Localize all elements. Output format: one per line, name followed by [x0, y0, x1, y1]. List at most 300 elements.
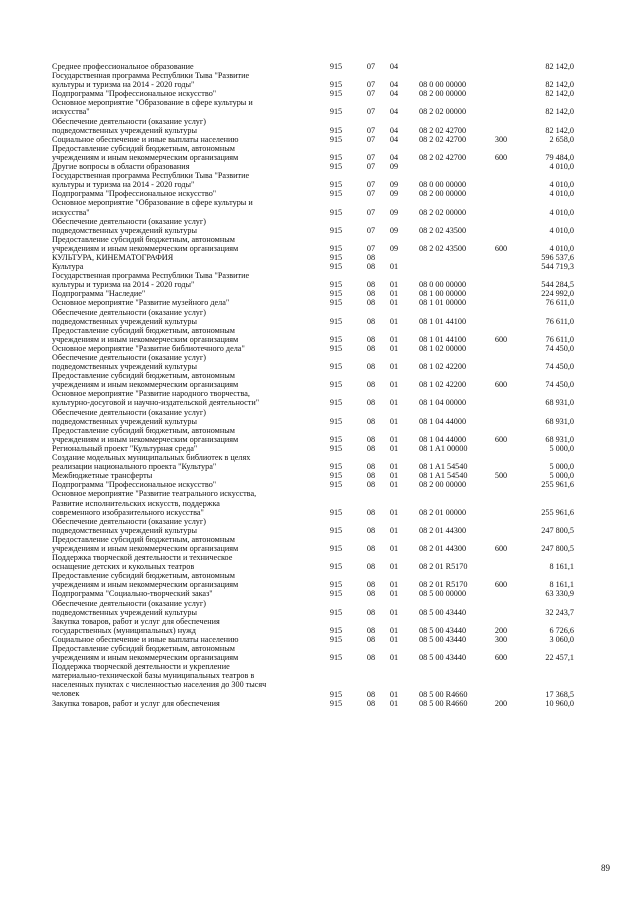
expense-type-code: 600 [494, 334, 508, 344]
description-line: Обеспечение деятельности (оказание услуг) [52, 516, 206, 526]
description-line: подведомственных учреждений культуры [52, 316, 197, 326]
target-article-code: 08 2 02 43500 [419, 243, 467, 253]
table-row [0, 271, 640, 289]
subsection-code: 01 [389, 634, 399, 644]
target-article-code: 08 2 01 44300 [419, 525, 467, 535]
table-row [0, 699, 640, 708]
target-article-code: 08 1 00 00000 [419, 289, 467, 299]
subsection-code: 01 [389, 525, 399, 535]
target-article-code: 08 2 01 R5170 [419, 580, 468, 590]
section-code: 08 [366, 634, 376, 644]
amount: 6 726,6 [549, 625, 574, 635]
amount: 224 992,0 [541, 289, 574, 299]
target-article-code: 08 0 00 00000 [419, 280, 467, 290]
grbs-code: 915 [329, 362, 343, 372]
amount: 10 960,0 [545, 698, 574, 708]
table-row [0, 144, 640, 162]
description-line: Межбюджетные трансферты [52, 471, 153, 481]
row-description [52, 389, 324, 407]
subsection-code: 01 [389, 298, 399, 308]
table-row [0, 517, 640, 535]
row-description [52, 617, 324, 635]
grbs-code: 915 [329, 62, 343, 71]
grbs-code: 915 [329, 125, 343, 135]
description-line: Предоставление субсидий бюджетным, автономным [52, 644, 235, 654]
grbs-code: 915 [329, 280, 343, 290]
description-line: Основное мероприятие "Развитие театрального искусства, [52, 489, 257, 499]
section-code: 08 [366, 298, 376, 308]
section-code: 08 [366, 380, 376, 390]
description-line: Обеспечение деятельности (оказание услуг) [52, 307, 206, 317]
amount: 68 931,0 [545, 416, 574, 426]
table-row [0, 135, 640, 144]
description-line: Основное мероприятие "Развитие библиотечного дела" [52, 343, 245, 353]
table-row [0, 389, 640, 407]
row-description [52, 262, 324, 271]
table-row [0, 71, 640, 89]
target-article-code: 08 1 04 44000 [419, 416, 467, 426]
description-line: Подпрограмма "Профессиональное искусство" [52, 189, 217, 199]
target-article-code: 08 5 00 43440 [419, 634, 467, 644]
section-code: 07 [366, 107, 376, 117]
target-article-code: 08 2 02 43500 [419, 225, 467, 235]
section-code: 08 [366, 280, 376, 290]
expense-type-code: 200 [494, 698, 508, 708]
section-code: 08 [366, 471, 376, 481]
description-line: учреждениям и иным некоммерческим организациям [52, 580, 239, 590]
row-description [52, 89, 324, 98]
row-description [52, 644, 324, 662]
row-description [52, 326, 324, 344]
amount: 596 537,6 [541, 252, 574, 262]
expense-type-code: 600 [494, 380, 508, 390]
row-description [52, 235, 324, 253]
amount: 63 330,9 [545, 589, 574, 599]
table-row [0, 62, 640, 71]
row-description [52, 271, 324, 289]
row-description [52, 198, 324, 216]
amount: 82 142,0 [545, 125, 574, 135]
amount: 22 457,1 [545, 653, 574, 663]
subsection-code: 04 [389, 62, 399, 71]
target-article-code: 08 2 00 00000 [419, 189, 467, 199]
amount: 5 000,0 [549, 443, 574, 453]
target-article-code: 08 1 01 00000 [419, 298, 467, 308]
description-line: культурно-досуговой и научно-издательской деятельности" [52, 398, 260, 408]
amount: 4 010,0 [549, 243, 574, 253]
section-code: 08 [366, 525, 376, 535]
description-line: подведомственных учреждений культуры [52, 416, 197, 426]
amount: 544 284,5 [541, 280, 574, 290]
subsection-code: 09 [389, 189, 399, 199]
section-code: 08 [366, 334, 376, 344]
row-description [52, 571, 324, 589]
amount: 4 010,0 [549, 225, 574, 235]
table-row [0, 253, 640, 262]
description-line: Основное мероприятие "Развитие музейного дела" [52, 298, 230, 308]
amount: 76 611,0 [545, 316, 574, 326]
row-description [52, 135, 324, 144]
table-row [0, 217, 640, 235]
row-description [52, 171, 324, 189]
amount: 82 142,0 [545, 62, 574, 71]
grbs-code: 915 [329, 162, 343, 172]
row-description [52, 98, 324, 116]
grbs-code: 915 [329, 416, 343, 426]
grbs-code: 915 [329, 689, 343, 699]
section-code: 07 [366, 125, 376, 135]
grbs-code: 915 [329, 180, 343, 190]
description-line: Обеспечение деятельности (оказание услуг) [52, 407, 206, 417]
section-code: 08 [366, 625, 376, 635]
amount: 82 142,0 [545, 89, 574, 99]
subsection-code: 09 [389, 180, 399, 190]
section-code: 07 [366, 152, 376, 162]
target-article-code: 08 2 02 00000 [419, 207, 467, 217]
row-description [52, 635, 324, 644]
target-article-code: 08 1 01 44100 [419, 334, 467, 344]
description-line: учреждениям и иным некоммерческим организациям [52, 434, 239, 444]
description-line: подведомственных учреждений культуры [52, 362, 197, 372]
target-article-code: 08 5 00 00000 [419, 589, 467, 599]
table-row [0, 662, 640, 698]
description-line: Государственная программа Республики Тыва "Развитие [52, 271, 250, 281]
section-code: 08 [366, 416, 376, 426]
grbs-code: 915 [329, 543, 343, 553]
description-line: учреждениям и иным некоммерческим организациям [52, 653, 239, 663]
description-line: подведомственных учреждений культуры [52, 525, 197, 535]
table-row [0, 489, 640, 516]
description-line: Предоставление субсидий бюджетным, автономным [52, 371, 235, 381]
subsection-code: 01 [389, 689, 399, 699]
target-article-code: 08 2 02 42700 [419, 125, 467, 135]
amount: 8 161,1 [549, 562, 574, 572]
subsection-code: 09 [389, 225, 399, 235]
amount: 82 142,0 [545, 107, 574, 117]
subsection-code: 01 [389, 607, 399, 617]
section-code: 08 [366, 480, 376, 490]
description-line: учреждениям и иным некоммерческим организациям [52, 380, 239, 390]
description-line: учреждениям и иным некоммерческим организациям [52, 334, 239, 344]
section-code: 08 [366, 252, 376, 262]
row-description [52, 489, 324, 516]
table-row [0, 162, 640, 171]
subsection-code: 01 [389, 543, 399, 553]
budget-table [0, 62, 640, 708]
description-line: оснащение детских и кукольных театров [52, 562, 195, 572]
section-code: 07 [366, 89, 376, 99]
section-code: 08 [366, 562, 376, 572]
subsection-code: 09 [389, 243, 399, 253]
row-description [52, 589, 324, 598]
section-code: 07 [366, 62, 376, 71]
description-line: Предоставление субсидий бюджетным, автономным [52, 425, 235, 435]
subsection-code: 04 [389, 107, 399, 117]
grbs-code: 915 [329, 398, 343, 408]
section-code: 08 [366, 462, 376, 472]
description-line: Подпрограмма "Социально-творческий заказ" [52, 589, 213, 599]
subsection-code: 01 [389, 625, 399, 635]
table-row [0, 371, 640, 389]
grbs-code: 915 [329, 189, 343, 199]
row-description [52, 480, 324, 489]
amount: 68 931,0 [545, 434, 574, 444]
description-line: Государственная программа Республики Тыва "Развитие [52, 171, 250, 181]
subsection-code: 01 [389, 580, 399, 590]
amount: 8 161,1 [549, 580, 574, 590]
description-line: подведомственных учреждений культуры [52, 125, 197, 135]
amount: 74 450,0 [545, 362, 574, 372]
page-number: 89 [601, 863, 610, 873]
amount: 3 060,0 [549, 634, 574, 644]
amount: 544 719,3 [541, 262, 574, 272]
description-line: учреждениям и иным некоммерческим организациям [52, 152, 239, 162]
description-line: реализации национального проекта "Культура" [52, 462, 217, 472]
description-line: Региональный проект "Культурная среда" [52, 443, 198, 453]
table-row [0, 453, 640, 471]
target-article-code: 08 5 00 43440 [419, 653, 467, 663]
row-description [52, 662, 324, 698]
table-row [0, 262, 640, 271]
table-row [0, 344, 640, 353]
description-line: искусства" [52, 207, 90, 217]
description-line: Среднее профессиональное образование [52, 62, 194, 71]
section-code: 07 [366, 180, 376, 190]
table-row [0, 553, 640, 571]
expense-type-code: 300 [494, 634, 508, 644]
table-row [0, 644, 640, 662]
target-article-code: 08 1 01 44100 [419, 316, 467, 326]
subsection-code: 01 [389, 698, 399, 708]
amount: 82 142,0 [545, 80, 574, 90]
subsection-code: 04 [389, 152, 399, 162]
table-row [0, 298, 640, 307]
grbs-code: 915 [329, 434, 343, 444]
section-code: 08 [366, 607, 376, 617]
table-row [0, 599, 640, 617]
table-row [0, 98, 640, 116]
target-article-code: 08 1 02 00000 [419, 343, 467, 353]
amount: 68 931,0 [545, 398, 574, 408]
subsection-code: 01 [389, 507, 399, 517]
grbs-code: 915 [329, 252, 343, 262]
row-description [52, 344, 324, 353]
section-code: 08 [366, 689, 376, 699]
expense-type-code: 600 [494, 152, 508, 162]
section-code: 07 [366, 80, 376, 90]
target-article-code: 08 1 A1 54540 [419, 462, 468, 472]
description-line: Создание модельных муниципальных библиотек в целях [52, 453, 251, 463]
description-line: Обеспечение деятельности (оказание услуг) [52, 353, 206, 362]
table-row [0, 326, 640, 344]
table-row [0, 408, 640, 426]
target-article-code: 08 2 02 00000 [419, 107, 467, 117]
table-row [0, 471, 640, 480]
amount: 255 961,6 [541, 507, 574, 517]
target-article-code: 08 2 02 42700 [419, 134, 467, 144]
amount: 74 450,0 [545, 343, 574, 353]
description-line: Подпрограмма "Профессиональное искусство" [52, 480, 217, 490]
description-line: Предоставление субсидий бюджетным, автономным [52, 325, 235, 335]
section-code: 07 [366, 225, 376, 235]
grbs-code: 915 [329, 698, 343, 708]
section-code: 08 [366, 362, 376, 372]
description-line: современного изобразительного искусства" [52, 507, 204, 517]
table-row [0, 289, 640, 298]
description-line: Культура [52, 262, 84, 272]
description-line: Социальное обеспечение и иные выплаты населению [52, 634, 239, 644]
grbs-code: 915 [329, 243, 343, 253]
grbs-code: 915 [329, 580, 343, 590]
target-article-code: 08 5 00 R4660 [419, 689, 468, 699]
description-line: культуры и туризма на 2014 - 2020 годы" [52, 280, 195, 290]
grbs-code: 915 [329, 262, 343, 272]
description-line: учреждениям и иным некоммерческим организациям [52, 543, 239, 553]
section-code: 08 [366, 262, 376, 272]
description-line: Предоставление субсидий бюджетным, автономным [52, 534, 235, 544]
target-article-code: 08 2 00 00000 [419, 480, 467, 490]
target-article-code: 08 1 02 42200 [419, 362, 467, 372]
target-article-code: 08 1 A1 54540 [419, 471, 468, 481]
grbs-code: 915 [329, 625, 343, 635]
row-description [52, 289, 324, 298]
section-code: 08 [366, 316, 376, 326]
row-description [52, 117, 324, 135]
amount: 79 484,0 [545, 152, 574, 162]
subsection-code: 01 [389, 316, 399, 326]
section-code: 08 [366, 343, 376, 353]
table-row [0, 198, 640, 216]
subsection-code: 01 [389, 434, 399, 444]
grbs-code: 915 [329, 316, 343, 326]
description-line: Поддержка творческой деятельности и укрепление [52, 662, 230, 672]
section-code: 07 [366, 162, 376, 172]
row-description [52, 308, 324, 326]
target-article-code: 08 5 00 43440 [419, 607, 467, 617]
subsection-code: 01 [389, 289, 399, 299]
grbs-code: 915 [329, 480, 343, 490]
table-row [0, 444, 640, 453]
table-row [0, 117, 640, 135]
subsection-code: 04 [389, 125, 399, 135]
table-row [0, 589, 640, 598]
table-row [0, 189, 640, 198]
grbs-code: 915 [329, 607, 343, 617]
subsection-code: 01 [389, 653, 399, 663]
target-article-code: 08 2 01 00000 [419, 507, 467, 517]
row-description [52, 471, 324, 480]
subsection-code: 04 [389, 89, 399, 99]
amount: 4 010,0 [549, 162, 574, 172]
description-line: Закупка товаров, работ и услуг для обеспечения [52, 616, 220, 626]
section-code: 07 [366, 243, 376, 253]
table-row [0, 171, 640, 189]
description-line: Социальное обеспечение и иные выплаты населению [52, 134, 239, 144]
expense-type-code: 600 [494, 543, 508, 553]
description-line: государственных (муниципальных) нужд [52, 625, 196, 635]
row-description [52, 444, 324, 453]
table-row [0, 571, 640, 589]
amount: 32 243,7 [545, 607, 574, 617]
expense-type-code: 500 [494, 471, 508, 481]
description-line: Основное мероприятие "Развитие народного творчества, [52, 389, 250, 399]
row-description [52, 408, 324, 426]
expense-type-code: 600 [494, 243, 508, 253]
subsection-code: 01 [389, 362, 399, 372]
subsection-code: 09 [389, 207, 399, 217]
description-line: Обеспечение деятельности (оказание услуг) [52, 598, 206, 608]
section-code: 08 [366, 507, 376, 517]
section-code: 08 [366, 434, 376, 444]
amount: 5 000,0 [549, 471, 574, 481]
description-line: культуры и туризма на 2014 - 2020 годы" [52, 180, 195, 190]
description-line: культуры и туризма на 2014 - 2020 годы" [52, 80, 195, 90]
subsection-code: 01 [389, 280, 399, 290]
subsection-code: 01 [389, 398, 399, 408]
description-line: Подпрограмма "Профессиональное искусство" [52, 89, 217, 99]
table-row [0, 308, 640, 326]
subsection-code: 01 [389, 380, 399, 390]
subsection-code: 01 [389, 462, 399, 472]
grbs-code: 915 [329, 507, 343, 517]
description-line: Предоставление субсидий бюджетным, автономным [52, 143, 235, 153]
row-description [52, 162, 324, 171]
description-line: человек [52, 689, 80, 699]
amount: 247 800,5 [541, 543, 574, 553]
table-row [0, 426, 640, 444]
subsection-code: 01 [389, 343, 399, 353]
description-line: Обеспечение деятельности (оказание услуг) [52, 216, 206, 226]
description-line: Предоставление субсидий бюджетным, автономным [52, 571, 235, 581]
subsection-code: 04 [389, 80, 399, 90]
amount: 17 368,5 [545, 689, 574, 699]
description-line: материально-технической базы муниципальных театров в [52, 671, 255, 681]
subsection-code: 01 [389, 589, 399, 599]
grbs-code: 915 [329, 462, 343, 472]
amount: 74 450,0 [545, 380, 574, 390]
row-description [52, 371, 324, 389]
grbs-code: 915 [329, 298, 343, 308]
description-line: КУЛЬТУРА, КИНЕМАТОГРАФИЯ [52, 252, 174, 262]
table-row [0, 353, 640, 371]
description-line: подведомственных учреждений культуры [52, 607, 197, 617]
row-description [52, 253, 324, 262]
row-description [52, 453, 324, 471]
expense-type-code: 600 [494, 434, 508, 444]
subsection-code: 01 [389, 262, 399, 272]
row-description [52, 217, 324, 235]
row-description [52, 553, 324, 571]
grbs-code: 915 [329, 107, 343, 117]
section-code: 08 [366, 589, 376, 599]
subsection-code: 09 [389, 162, 399, 172]
target-article-code: 08 2 02 42700 [419, 152, 467, 162]
subsection-code: 01 [389, 443, 399, 453]
section-code: 07 [366, 134, 376, 144]
section-code: 08 [366, 580, 376, 590]
section-code: 08 [366, 543, 376, 553]
grbs-code: 915 [329, 380, 343, 390]
table-row [0, 480, 640, 489]
description-line: Обеспечение деятельности (оказание услуг) [52, 116, 206, 126]
subsection-code: 04 [389, 134, 399, 144]
grbs-code: 915 [329, 89, 343, 99]
section-code: 08 [366, 289, 376, 299]
description-line: Подпрограмма "Наследие" [52, 289, 146, 299]
row-description [52, 144, 324, 162]
grbs-code: 915 [329, 562, 343, 572]
amount: 76 611,0 [545, 334, 574, 344]
